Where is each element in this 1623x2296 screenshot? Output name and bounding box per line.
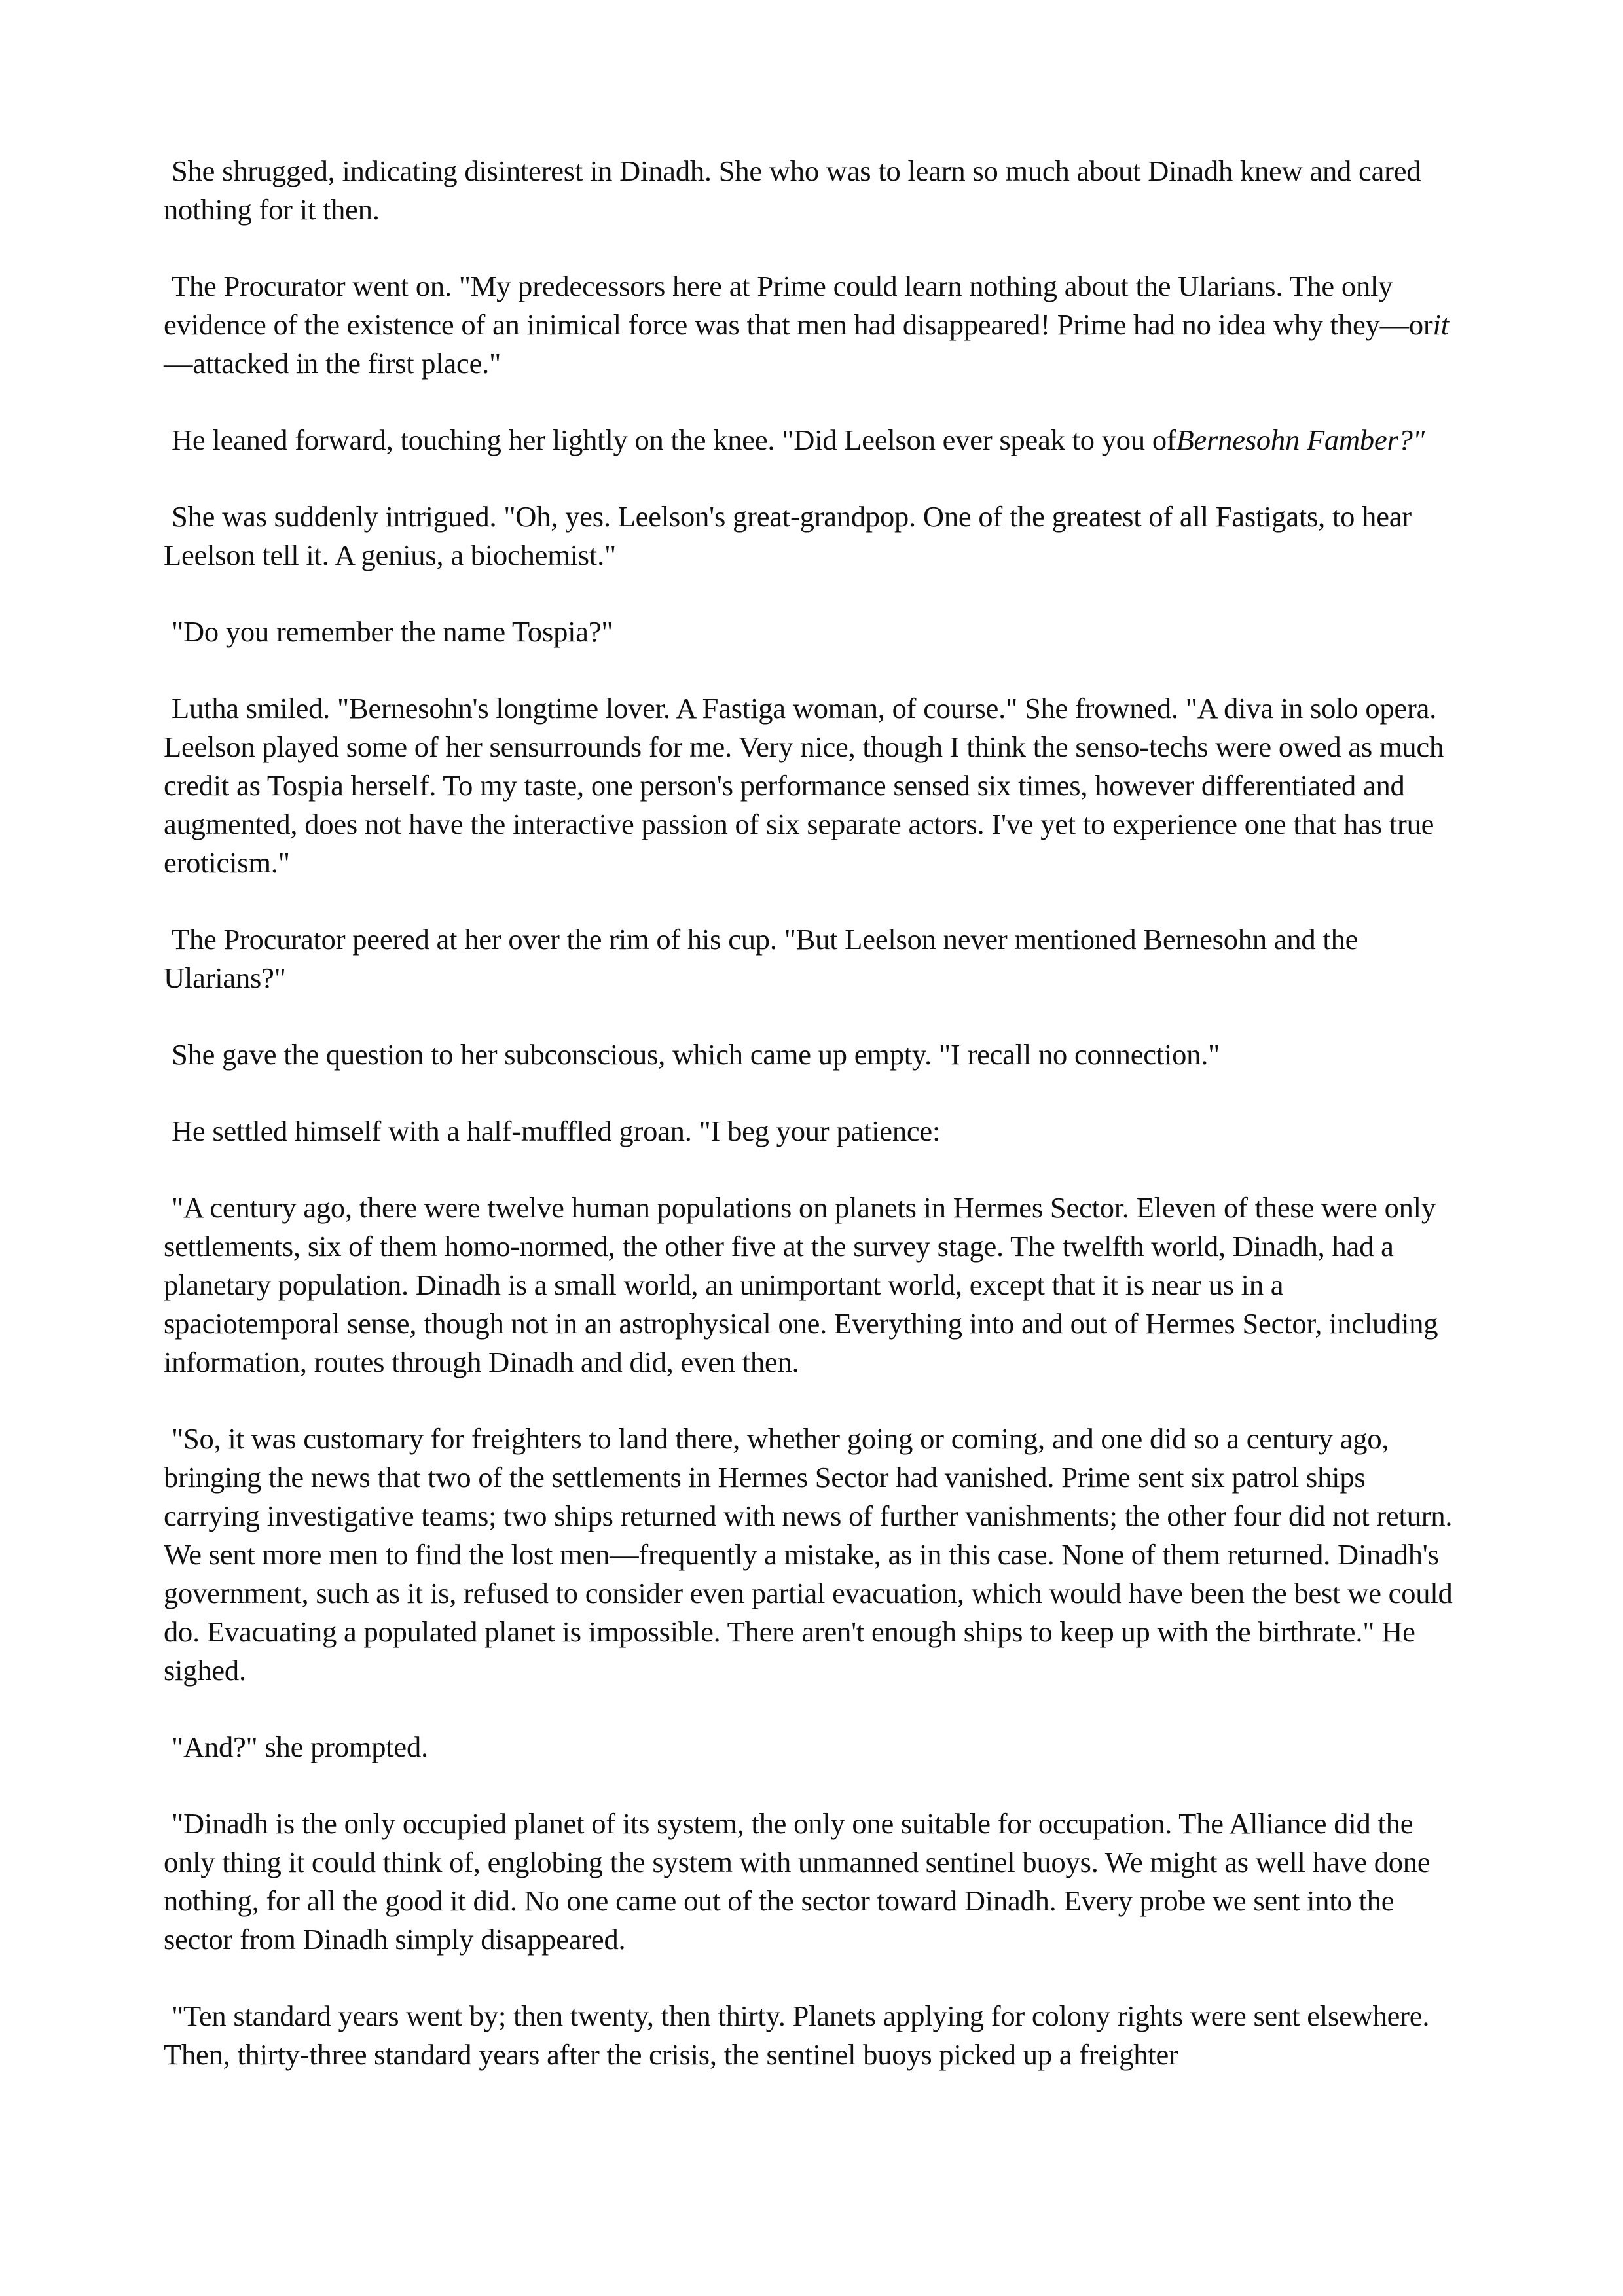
- italic-emphasis: it: [1432, 308, 1449, 341]
- paragraph: Lutha smiled. "Bernesohn's longtime lover. A Fastiga woman, of course." She frowned. "A diva in solo opera. Leelson played some of her sensurrounds for me. Very nice, though I think the senso-techs were owed as much credit as Tospia herself. To my taste, one person's performance sensed six times, however differentiated and augmented, does not have the interactive passion of six separate actors. I've yet to experience one that has true eroticism.": [164, 692, 1444, 879]
- paragraph: "A century ago, there were twelve human populations on planets in Hermes Sector. Eleven of these were only settlements, six of them homo-normed, the other five at the survey stage. The twelfth world, Dinadh, had a planetary population. Dinadh is a small world, an unimportant world, except that it is near us in a spaciotemporal sense, though not in an astrophysical one. Everything into and out of Hermes Sector, including information, routes through Dinadh and did, even then.: [164, 1191, 1438, 1378]
- paragraph: She gave the question to her subconscious, which came up empty. "I recall no connection.": [172, 1038, 1220, 1071]
- italic-emphasis: Bernesohn Famber?": [1176, 423, 1425, 456]
- paragraph: "And?" she prompted.: [172, 1731, 428, 1763]
- paragraph: He settled himself with a half-muffled groan. "I beg your patience:: [172, 1115, 941, 1147]
- paragraph: The Procurator went on. "My predecessors here at Prime could learn nothing about the Ularians. The only evidence of the existence of an inimical force was that men had disappeared! Prime had no idea why they—orit —attacked in the first place.": [164, 270, 1449, 380]
- paragraph: "Ten standard years went by; then twenty, then thirty. Planets applying for colony rights were sent elsewhere. Then, thirty-three standard years after the crisis, the sentinel buoys picked up a freighter: [164, 2000, 1430, 2071]
- paragraph: "So, it was customary for freighters to land there, whether going or coming, and one did so a century ago, bringing the news that two of the settlements in Hermes Sector had vanished. Prime sent six patrol ships carrying investigative teams; two ships returned with news of further vanishments; the other four did not return. We sent more men to find the lost men—frequently a mistake, as in this case. None of them returned. Dinadh's government, such as it is, refused to consider even partial evacuation, which would have been the best we could do. Evacuating a populated planet is impossible. There aren't enough ships to keep up with the birthrate." He sighed.: [164, 1422, 1453, 1687]
- paragraph: "Dinadh is the only occupied planet of its system, the only one suitable for occupation. The Alliance did the only thing it could think of, englobing the system with unmanned sentinel buoys. We might as well have done nothing, for all the good it did. No one came out of the sector toward Dinadh. Every probe we sent into the sector from Dinadh simply disappeared.: [164, 1807, 1431, 1956]
- paragraph: She was suddenly intrigued. "Oh, yes. Leelson's great-grandpop. One of the greatest of all Fastigats, to hear Leelson tell it. A genius, a biochemist.": [164, 500, 1412, 571]
- paragraph: "Do you remember the name Tospia?": [172, 615, 613, 648]
- paragraph: The Procurator peered at her over the rim of his cup. "But Leelson never mentioned Bernesohn and the Ularians?": [164, 923, 1359, 994]
- paragraph: She shrugged, indicating disinterest in Dinadh. She who was to learn so much about Dinadh knew and cared nothing for it then.: [164, 154, 1421, 226]
- paragraph: He leaned forward, touching her lightly on the knee. "Did Leelson ever speak to you ofBernesohn Famber?": [172, 423, 1425, 456]
- body-text: [164, 152, 1467, 2074]
